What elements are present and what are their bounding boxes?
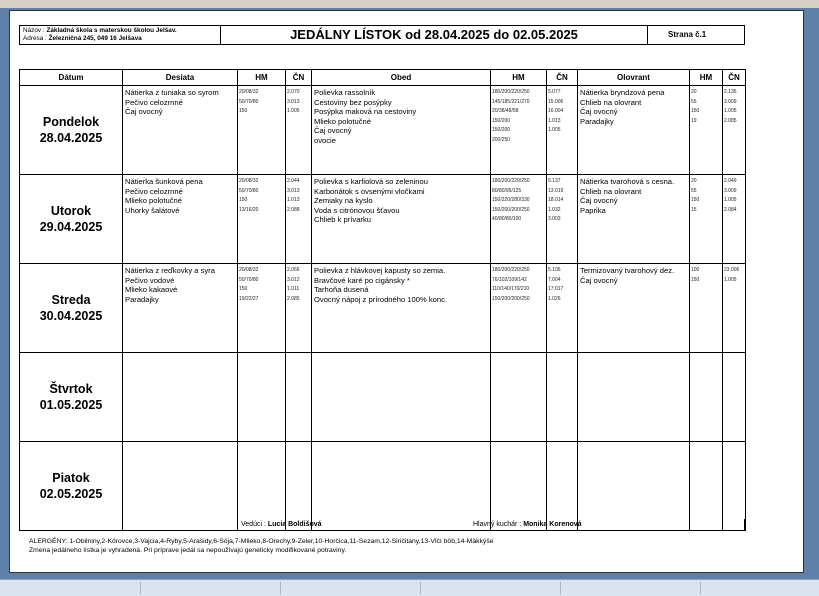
school-name: Základná škola s materskou školou Jelšav. [46,27,177,34]
olovrant-hm-cell [690,175,723,264]
menu-value: 55 [691,187,697,194]
menu-value: 20 [691,178,697,184]
day-name: Streda [51,293,91,307]
olovrant-cn-cell [723,86,746,175]
menu-value: 3.009 [724,187,737,194]
snack-items-cell [123,442,238,531]
lunch-items-cell [312,175,491,264]
menu-value: 1.005 [724,108,737,115]
menu-item: Chlieb k prívarku [314,215,371,225]
lunch-items-cell [312,353,491,442]
col-header-date: Dátum [20,70,123,86]
lunch-items-cell [312,86,491,175]
menu-value: 2.066 [287,267,300,273]
menu-value: 150/200 [492,127,511,134]
day-cell [20,442,123,531]
menu-value: 1.013 [548,117,561,124]
menu-value: 3.013 [287,187,300,194]
day-name: Štvrtok [49,382,93,396]
menu-value: 20/08/32 [239,267,259,273]
menu-item: Zemiaky na kyslo [314,196,373,206]
snack-cn-cell [286,86,312,175]
menu-item: Nátierka z tuniaka so syrom [125,88,219,97]
menu-value: 7.004 [548,276,561,283]
menu-change-note: Zmena jedálneho lístka je vyhradená. Pri príprave jedál sa nepoužívajú geneticky modifikované potraviny. [29,547,347,554]
menu-value: 150 [691,108,700,115]
olovrant-items-cell [578,353,690,442]
menu-item: Termizovaný tvarohový dez. [580,266,675,275]
menu-value: 3.013 [287,98,300,105]
col-header-snack: Desiata [123,70,238,86]
lunch-hm-cell [491,442,547,531]
menu-table [19,69,746,531]
menu-value: 20/08/32 [239,89,259,95]
menu-item: Paradajky [580,116,614,126]
menu-value: 150 [239,108,248,115]
col-header-lunch: Obed [312,70,491,86]
menu-item: Ovocný nápoj z prírodného 100% konc. [314,294,447,304]
menu-item: Nátierka tvarohová s cesna. [580,177,675,186]
col-header-snack-cn: ČN [286,70,312,86]
olovrant-items-cell [578,442,690,531]
lunch-items-cell [312,264,491,353]
day-row [20,264,746,353]
menu-value: 3.012 [287,276,300,283]
snack-items-cell [123,86,238,175]
table-header-row [20,70,746,86]
document-title: JEDÁLNY LÍSTOK od 28.04.2025 do 02.05.2025 [220,26,648,44]
menu-value: 5.106 [548,267,561,273]
menu-item: Bravčové karé po cigánsky * [314,275,410,285]
menu-item: Nátierka šunková pena [125,177,203,186]
school-info [23,27,177,43]
menu-item: Nátierka bryndzová pena [580,88,665,97]
olovrant-cn-cell [723,353,746,442]
lunch-cn-cell [547,442,578,531]
menu-value: 55 [691,98,697,105]
olovrant-cn-cell [723,264,746,353]
menu-value: 1.005 [724,276,737,283]
day-row [20,442,746,531]
menu-value: 100 [691,267,700,273]
day-name: Utorok [50,204,92,218]
lunch-hm-cell [491,175,547,264]
menu-value: 3.009 [724,98,737,105]
menu-value: 150 [239,286,248,293]
menu-value: 1.011 [287,286,300,293]
menu-item: Paprika [580,205,606,215]
menu-item: Mlieko kakaové [125,285,178,295]
menu-item: Paradajky [125,294,159,304]
manager-name: Lucia Boldišová [267,521,322,528]
menu-value: 2.085 [287,295,300,302]
olovrant-cn-cell [723,442,746,531]
col-header-olovrant: Olovrant [578,70,690,86]
col-header-lunch-hm: HM [491,70,547,86]
menu-value: 76/102/109/142 [492,276,527,283]
lunch-cn-cell [547,264,578,353]
day-name: Pondelok [42,115,100,129]
window-frame-top [0,0,819,8]
snack-items-cell [123,353,238,442]
menu-value: 1.005 [548,127,561,134]
snack-hm-cell [238,442,286,531]
menu-value: 19 [691,117,697,124]
menu-item: Čaj ovocný [580,196,618,206]
menu-value: 1.032 [548,206,561,213]
menu-item: Cestoviny bez posýpky [314,97,392,107]
olovrant-items-cell [578,175,690,264]
day-row [20,353,746,442]
snack-cn-cell [286,175,312,264]
snack-hm-cell [238,264,286,353]
menu-item: ovocie [314,135,336,145]
menu-item: Polievka z hlávkovej kapusty so zemia. [314,266,446,275]
menu-value: 18.014 [548,197,564,204]
school-address: Železničná 245, 049 16 Jelšava [48,35,142,42]
menu-item: Mlieko polotučné [125,196,182,206]
snack-hm-cell [238,175,286,264]
menu-item: Polievka s karfiolová so zeleninou [314,177,428,186]
menu-value: 19/22/27 [239,295,259,302]
menu-value: 2.044 [287,178,300,184]
address-label: Adresa : [23,35,47,42]
menu-value: 5.077 [548,89,561,95]
lunch-hm-cell [491,86,547,175]
col-header-lunch-cn: ČN [547,70,578,86]
menu-value: 2.135 [724,89,737,95]
day-date: 01.05.2025 [39,398,103,412]
status-bar [0,579,819,596]
menu-item: Mlieko polotučné [314,116,371,126]
lunch-hm-cell [491,264,547,353]
day-cell [20,175,123,264]
manager: Vedúci : Lucia Boldišová [241,521,322,528]
lunch-cn-cell [547,353,578,442]
page-number: Strana č.1 [668,30,707,39]
olovrant-cn-cell [723,175,746,264]
menu-value: 145/185/221/270 [492,98,530,105]
menu-value: 5.137 [548,178,561,184]
menu-value: 2.088 [287,206,300,213]
menu-value: 13/16/20 [239,206,259,213]
snack-hm-cell [238,353,286,442]
menu-item: Čaj ovocný [125,107,163,117]
day-cell [20,353,123,442]
menu-value: 40/80/80/100 [492,216,522,223]
olovrant-hm-cell [690,442,723,531]
menu-value: 80/80/95/125 [492,187,522,194]
menu-item: Posýpka maková na cestoviny [314,107,417,117]
document-header [19,25,745,45]
menu-value: 2.070 [287,89,300,95]
menu-value: 180/200/220/250 [492,89,530,95]
signature-line [122,519,745,531]
menu-item: Nátierka z reďkovky a syra [125,266,215,275]
menu-item: Chlieb na olovrant [580,186,642,196]
day-date: 28.04.2025 [39,131,103,145]
lunch-items-cell [312,442,491,531]
day-row [20,86,746,175]
menu-value: 1.005 [287,108,300,115]
menu-value: 15.006 [548,98,564,105]
menu-value: 150 [691,276,700,283]
olovrant-items-cell [578,86,690,175]
menu-value: 2.085 [724,117,737,124]
menu-value: 150 [239,197,248,204]
menu-value: 1.013 [287,197,300,204]
allergens-note [29,537,494,555]
menu-value: 3.003 [548,216,561,223]
menu-value: 20/38/48/58 [492,108,519,115]
menu-item: Pečivo vodové [125,275,175,285]
menu-item: Pečivo celozrnné [125,97,183,107]
menu-item: Chlieb na olovrant [580,97,642,107]
menu-value: 50/70/80 [239,187,259,194]
snack-items-cell [123,175,238,264]
day-cell [20,264,123,353]
col-header-snack-hm: HM [238,70,286,86]
menu-value: 200/250 [492,136,511,143]
day-date: 02.05.2025 [39,487,103,501]
menu-value: 20/08/32 [239,178,259,184]
menu-value: 15 [691,206,697,213]
menu-value: 180/200/220/250 [492,178,530,184]
menu-item: Polievka rassolník [314,88,376,97]
menu-item: Čaj ovocný [314,126,352,136]
menu-value: 150/200/200/250 [492,206,530,213]
menu-item: Karbonátok s ovsenými vločkami [314,186,425,196]
menu-value: 2.049 [724,178,737,184]
day-date: 30.04.2025 [39,309,103,323]
menu-value: 1.026 [548,295,561,302]
day-date: 29.04.2025 [39,220,103,234]
chef-name: Monika Korenová [523,521,582,528]
chef: Hlavný kuchár : Monika Korenová [473,521,582,528]
snack-cn-cell [286,353,312,442]
day-cell [20,86,123,175]
menu-value: 150/200/200/250 [492,295,530,302]
menu-value: 1.005 [724,197,737,204]
snack-hm-cell [238,86,286,175]
menu-value: 16.004 [548,108,564,115]
menu-value: 150 [691,197,700,204]
menu-value: 2.084 [724,206,737,213]
col-header-olovrant-cn: ČN [723,70,746,86]
menu-value: 17.017 [548,286,564,293]
olovrant-items-cell [578,264,690,353]
menu-value: 150/200 [492,117,511,124]
menu-item: Čaj ovocný [580,275,618,285]
menu-value: 180/200/220/250 [492,267,530,273]
menu-item: Uhorky šalátové [125,205,180,215]
menu-value: 150/220/280/330 [492,197,530,204]
allergen-list: ALERGÉNY: 1-Obilniny,2-Kôrovce,3-Vajcia,4-Ryby,5-Arašidy,6-Sója,7-Mlieko,8-Orechy,9-Zeler,10-Horčica,11-Sezam,12-Siričitany,13-Vlčí bôb,14-Mäkkýše [29,538,494,545]
menu-value: 23.006 [724,267,740,273]
olovrant-hm-cell [690,264,723,353]
snack-items-cell [123,264,238,353]
snack-cn-cell [286,264,312,353]
menu-value: 50/70/80 [239,276,259,283]
menu-value: 50/70/80 [239,98,259,105]
menu-value: 13.019 [548,187,564,194]
lunch-hm-cell [491,353,547,442]
olovrant-hm-cell [690,353,723,442]
menu-item: Čaj ovocný [580,107,618,117]
name-label: Názov : [23,27,45,34]
day-name: Piatok [52,471,90,485]
olovrant-hm-cell [690,86,723,175]
day-row [20,175,746,264]
lunch-cn-cell [547,86,578,175]
menu-item: Pečivo celozrnné [125,186,183,196]
snack-cn-cell [286,442,312,531]
col-header-olovrant-hm: HM [690,70,723,86]
menu-value: 110/140/170/210 [492,286,530,293]
menu-value: 20 [691,89,697,95]
menu-item: Voda s citrónovou šťavou [314,205,400,215]
lunch-cn-cell [547,175,578,264]
menu-item: Tarhoňa dusená [314,285,369,295]
